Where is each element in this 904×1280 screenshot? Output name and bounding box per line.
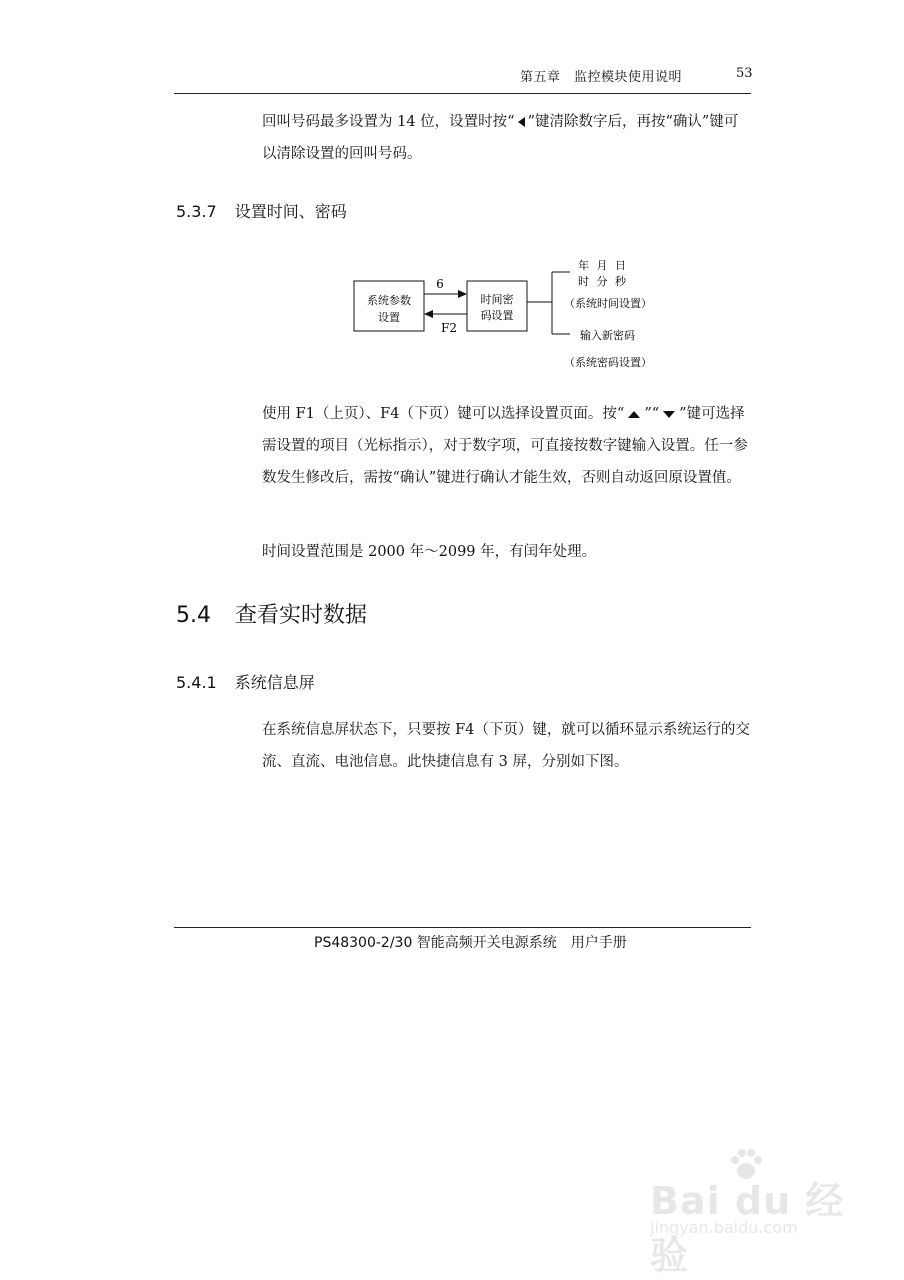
time-password-diagram — [340, 250, 700, 380]
intro-text-1: 回叫号码最多设置为 14 位，设置时按“ — [262, 114, 515, 130]
arrow-back-label: F2 — [441, 321, 457, 335]
watermark-url: jingyan.baidu.com — [650, 1218, 798, 1237]
down-arrow-key-icon — [663, 411, 675, 418]
info-paragraph: 在系统信息屏状态下，只要按 F4（下页）键，就可以循环显示系统运行的交流、直流、电池信息。此快捷信息有 3 屏，分别如下图。 — [262, 722, 750, 770]
time-caption: （系统时间设置） — [564, 297, 652, 310]
page-number: 53 — [736, 66, 753, 81]
watermark-brand: Bai du 经验 — [650, 1179, 845, 1278]
section-54-heading — [176, 598, 367, 629]
section-537-title: 设置时间、密码 — [234, 202, 347, 221]
left-arrow-key-icon — [518, 117, 525, 127]
baidu-watermark — [640, 1140, 880, 1278]
box-right-line1: 时间密 — [480, 293, 514, 306]
section-541-heading — [176, 670, 315, 693]
time-line-1: 年 月 日 — [578, 259, 628, 272]
up-arrow-key-icon — [628, 411, 640, 418]
usage-text-3: ”键可选择需设置的项目（光标指示），对于数字项，可直接按数字键输入设置。任一参数发生修改后，需按“确认”键进行确认才能生效，否则自动返回原设置值。 — [262, 406, 748, 486]
password-caption: （系统密码设置） — [564, 356, 652, 369]
intro-text-2: ”键清除数字后，再按“确认”键可以清除设置的回叫号码。 — [262, 114, 739, 162]
section-541-title: 系统信息屏 — [234, 673, 315, 692]
section-54-number: 5.4 — [176, 603, 211, 628]
password-line: 输入新密码 — [580, 329, 635, 342]
box-left-line1: 系统参数 — [367, 294, 411, 307]
arrow-forward-head — [458, 290, 467, 298]
section-541-number: 5.4.1 — [176, 673, 217, 692]
section-54-title: 查看实时数据 — [235, 603, 368, 628]
time-line-2: 时 分 秒 — [578, 275, 628, 288]
section-537-number: 5.3.7 — [176, 202, 217, 221]
box-left-line2: 设置 — [378, 311, 400, 324]
arrow-forward-label: 6 — [436, 277, 444, 291]
footer-text: PS48300-2/30 智能高频开关电源系统 用户手册 — [314, 935, 627, 951]
header-rule — [174, 93, 751, 94]
usage-text-2: ”“ — [644, 406, 660, 422]
arrow-back-head — [424, 310, 433, 318]
usage-paragraph — [262, 398, 752, 494]
box-time-password — [467, 281, 527, 331]
usage-text-1: 使用 F1（上页）、F4（下页）键可以选择设置页面。按“ — [262, 406, 625, 422]
box-right-line2: 码设置 — [480, 309, 514, 322]
intro-paragraph — [262, 106, 752, 170]
header-chapter: 第五章 监控模块使用说明 — [520, 70, 683, 85]
section-537-heading — [176, 199, 347, 222]
range-paragraph: 时间设置范围是 2000 年～2099 年，有闰年处理。 — [262, 544, 597, 560]
footer-rule — [174, 927, 751, 928]
